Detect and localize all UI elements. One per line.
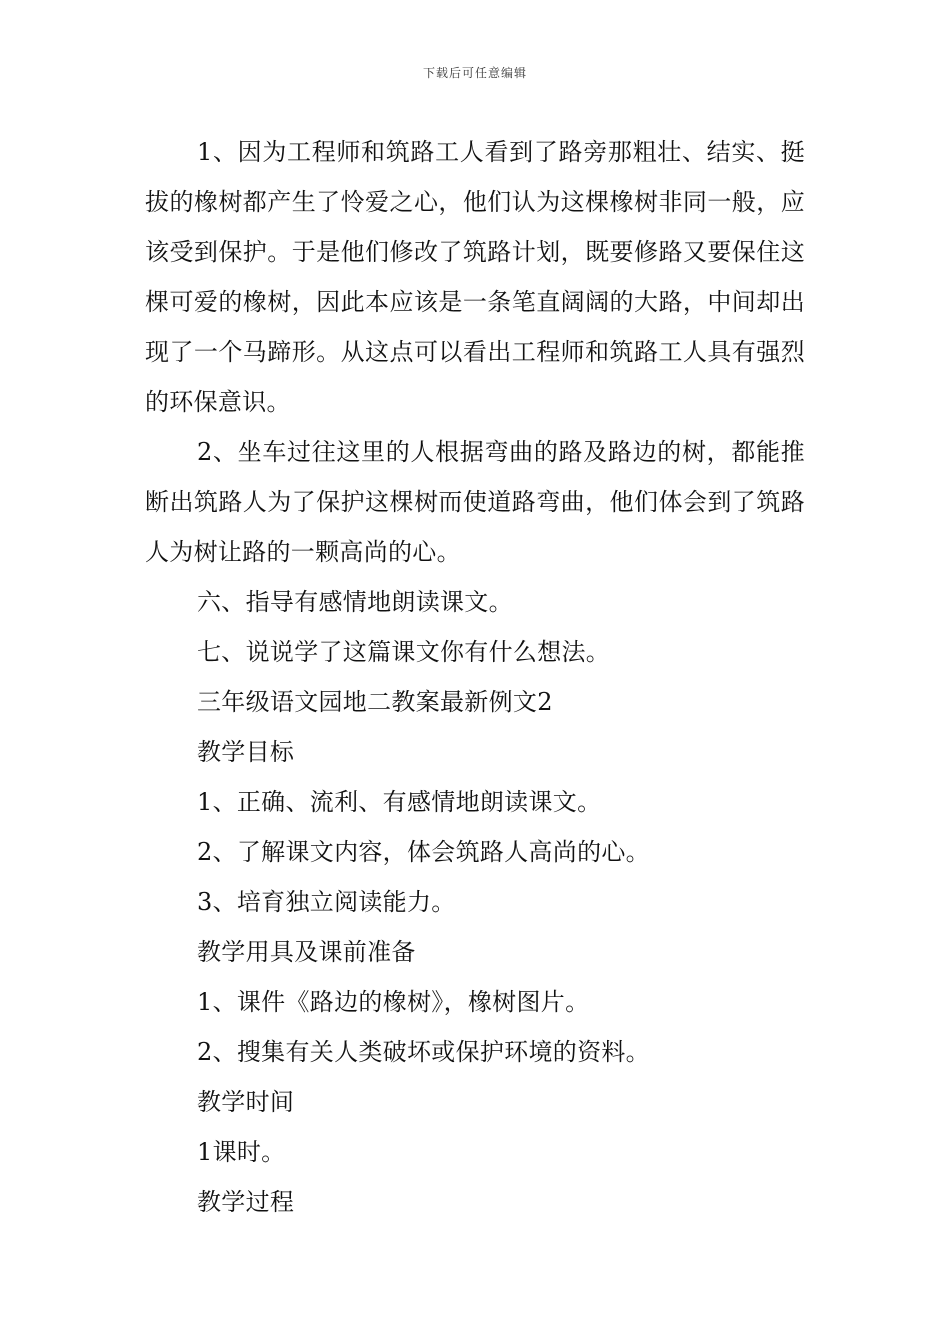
- goal-item-3: 3、培育独立阅读能力。: [197, 888, 456, 916]
- document-body: [145, 127, 805, 1227]
- heading-teaching-materials: 教学用具及课前准备: [197, 938, 416, 966]
- material-item-2: 2、搜集有关人类破坏或保护环境的资料。: [197, 1038, 650, 1066]
- goal-item-2: 2、了解课文内容，体会筑路人高尚的心。: [197, 838, 650, 866]
- teaching-time-value: 1课时。: [197, 1138, 286, 1166]
- paragraph-step-6: 六、指导有感情地朗读课文。: [197, 588, 513, 616]
- paragraph-step-7: 七、说说学了这篇课文你有什么想法。: [197, 638, 611, 666]
- material-item-1: 1、课件《路边的橡树》，橡树图片。: [197, 988, 590, 1016]
- page-header-note: 下载后可任意编辑: [422, 66, 527, 80]
- heading-teaching-goals: 教学目标: [197, 738, 295, 766]
- paragraph-reason-1: 1、因为工程师和筑路工人看到了路旁那粗壮、结实、挺拔的橡树都产生了怜爱之心，他们认为这棵橡树非同一般，应该受到保护。于是他们修改了筑路计划，既要修路又要保住这棵可爱的橡树，因此本应该是一条笔直阔阔的大路，中间却出现了一个马蹄形。从这点可以看出工程师和筑路工人具有强烈的环保意识。: [145, 138, 805, 416]
- goal-item-1: 1、正确、流利、有感情地朗读课文。: [197, 788, 602, 816]
- heading-teaching-process: 教学过程: [197, 1188, 295, 1216]
- section-title: 三年级语文园地二教案最新例文2: [197, 688, 553, 716]
- heading-teaching-time: 教学时间: [197, 1088, 295, 1116]
- paragraph-reason-2: 2、坐车过往这里的人根据弯曲的路及路边的树，都能推断出筑路人为了保护这棵树而使道路弯曲，他们体会到了筑路人为树让路的一颗高尚的心。: [145, 438, 805, 566]
